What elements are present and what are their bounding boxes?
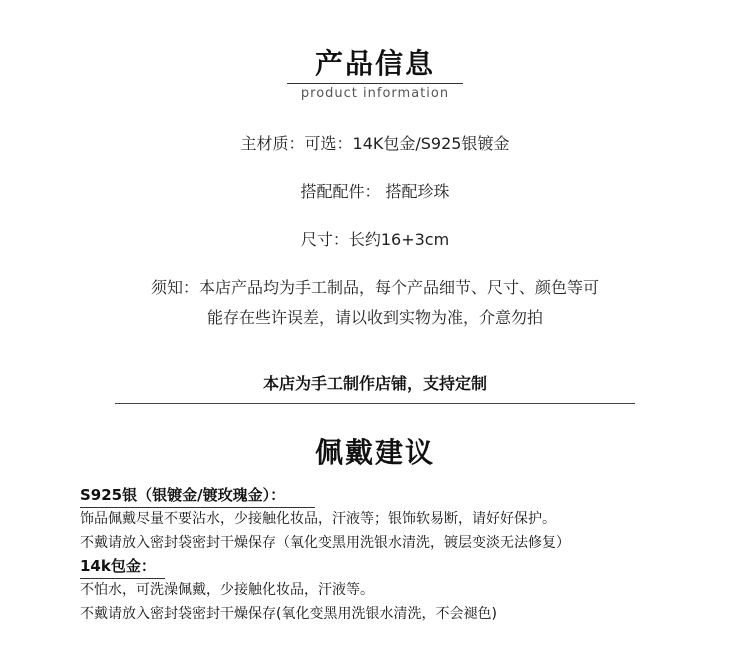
k14-care-line-2: 不戴请放入密封袋密封干燥保存(氧化变黑用洗银水清洗，不会褪色) [80,606,497,622]
divider-line [115,403,635,404]
material-line: 主材质：可选：14K包金/S925银镀金 [240,134,510,153]
s925-care-line-1: 饰品佩戴尽量不要沾水，少接触化妆品，汗液等；银饰软易断，请好好保护。 [80,511,556,527]
custom-made-note: 本店为手工制作店铺，支持定制 [262,374,487,393]
wear-advice-title: 佩戴建议 [314,436,435,469]
title-underline [287,83,463,84]
matching-accessory-line: 搭配配件： 搭配珍珠 [300,182,450,201]
size-line: 尺寸：长约16+3cm [300,230,450,249]
s925-underline [80,507,315,508]
s925-heading: S925银（银镀金/镀玫瑰金）： [80,486,286,504]
k14-care-line-1: 不怕水，可洗澡佩戴，少接触化妆品，汗液等。 [80,582,374,598]
s925-care-line-2: 不戴请放入密封袋密封干燥保存（氧化变黑用洗银水清洗，镀层变淡无法修复） [80,535,570,551]
product-info-subtitle: product information [300,86,450,101]
notice-line-1: 须知：本店产品均为手工制品，每个产品细节、尺寸、颜色等可 [150,278,599,297]
product-info-title: 产品信息 [314,47,435,80]
k14-underline [80,578,165,579]
notice-line-2: 能存在些许误差，请以收到实物为准，介意勿拍 [206,308,543,327]
k14-heading: 14k包金： [80,557,156,575]
